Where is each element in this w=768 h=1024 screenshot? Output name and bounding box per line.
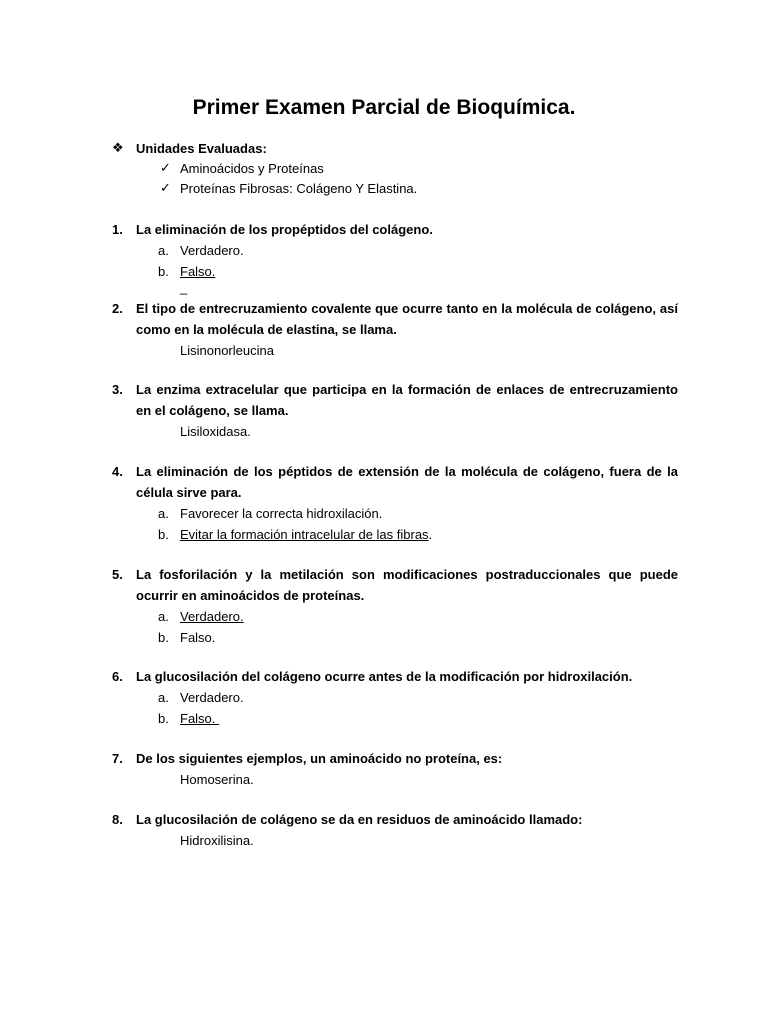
unit-item-label: Aminoácidos y Proteínas [180,160,324,176]
option-text-selected: Verdadero. [180,609,244,624]
question-1 [112,219,678,294]
option-a [158,240,678,261]
option-text: Verdadero. [180,243,244,258]
question-text: La fosforilación y la metilación son modificaciones postraduccionales que puede ocurrir en aminoácidos de proteínas. [136,567,678,603]
units-heading: Unidades Evaluadas: [136,140,267,156]
option-letter: a. [158,243,169,258]
answer-text: Homoserina. [180,772,254,787]
question-number: 4. [112,464,123,479]
option-b [158,524,678,545]
option-letter: b. [158,711,169,726]
option-letter: a. [158,690,169,705]
question-7 [112,748,678,790]
unit-item-label: Proteínas Fibrosas: Colágeno Y Elastina. [180,180,418,196]
option-text: Falso. [180,630,216,645]
checkmark-icon: ✓ [160,180,171,195]
question-text: La glucosilación del colágeno ocurre antes de la modificación por hidroxilación. [136,669,633,684]
question-6 [112,666,678,729]
option-a [158,503,678,524]
question-text: La eliminación de los propéptidos del colágeno. [136,222,433,237]
option-b [158,708,678,729]
unit-item [160,178,417,198]
option-a [158,606,678,627]
question-number: 1. [112,222,123,237]
option-text: Verdadero. [180,690,244,705]
question-number: 8. [112,812,123,827]
question-number: 3. [112,382,123,397]
diamond-bullet-icon: ❖ [112,140,124,155]
question-number: 7. [112,751,123,766]
units-heading-row [112,138,417,158]
unit-item [160,158,417,178]
question-text: La glucosilación de colágeno se da en residuos de aminoácido llamado: [136,812,583,827]
answer-text: Hidroxilisina. [180,833,254,848]
question-number: 2. [112,301,123,316]
checkmark-icon: ✓ [160,160,171,175]
question-number: 5. [112,567,123,582]
question-5 [112,564,678,648]
question-text: El tipo de entrecruzamiento covalente que ocurre tanto en la molécula de colágeno, así como en la molécula de elastina, se llama. [136,301,678,337]
question-8 [112,809,678,851]
question-3 [112,379,678,442]
option-b [158,261,678,282]
option-letter: b. [158,527,169,542]
option-letter: b. [158,630,169,645]
question-text: La eliminación de los péptidos de extensión de la molécula de colágeno, fuera de la célula sirve para. [136,464,678,500]
option-suffix: . [428,527,433,542]
question-text: La enzima extracelular que participa en la formación de enlaces de entrecruzamiento en el colágeno, se llama. [136,382,678,418]
option-b [158,627,678,648]
option-text-selected: Falso. [180,711,220,726]
option-text-selected: Falso. [180,264,216,279]
page-title: Primer Examen Parcial de Bioquímica. [192,96,576,119]
question-text: De los siguientes ejemplos, un aminoácido no proteína, es: [136,751,503,766]
answer-text: Lisinonorleucina [180,343,274,358]
question-4 [112,461,678,545]
answer-text: Lisiloxidasa. [180,424,251,439]
option-letter: a. [158,506,169,521]
option-text-selected: Evitar la formación intracelular de las fibras [180,527,429,542]
question-2 [112,298,678,361]
stray-mark: _ [180,280,188,295]
evaluated-units [112,138,417,198]
option-a [158,687,678,708]
option-text: Favorecer la correcta hidroxilación. [180,506,383,521]
option-letter: b. [158,264,169,279]
question-number: 6. [112,669,123,684]
option-letter: a. [158,609,169,624]
